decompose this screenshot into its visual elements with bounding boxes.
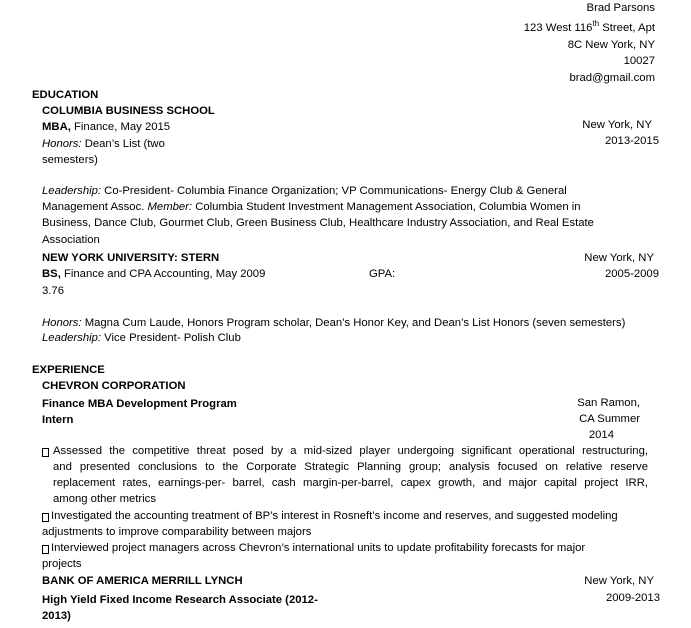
bullet-glyph-icon	[42, 513, 49, 522]
chevron-bullet-2-line-2: adjustments to improve comparability between majors	[42, 526, 312, 538]
cbs-degree	[42, 119, 170, 135]
boa-company-name: BANK OF AMERICA MERRILL LYNCH	[42, 575, 243, 587]
nyu-location: New York, NY	[584, 252, 654, 264]
boa-location: New York, NY	[584, 575, 654, 587]
nyu-honors-label: Honors:	[42, 317, 82, 329]
chevron-program: Finance MBA Development Program	[42, 398, 237, 410]
cbs-leadership-continued: Management Assoc.	[42, 201, 148, 213]
nyu-honors	[42, 315, 625, 331]
cbs-honors-label: Honors:	[42, 138, 82, 150]
cbs-dates: 2013-2015	[604, 135, 659, 147]
nyu-leadership-text: Vice President- Polish Club	[101, 332, 241, 344]
contact-name: Brad Parsons	[586, 2, 655, 14]
chevron-bullet-1-line-4: among other metrics	[53, 493, 156, 505]
cbs-honors-continued: semesters)	[42, 154, 98, 166]
cbs-membership	[42, 199, 581, 215]
experience-heading: EXPERIENCE	[32, 364, 105, 376]
cbs-leadership-label: Leadership:	[42, 185, 102, 197]
chevron-bullet-3-line-1: Interviewed project managers across Chevron’s international units to update profitability forecasts for major	[51, 542, 586, 554]
cbs-honors	[42, 136, 165, 152]
chevron-bullet-2-line-1: Investigated the accounting treatment of BP’s interest in Rosneft’s income and reserves, and suggested modeling	[51, 510, 618, 522]
cbs-degree-detail: Finance, May 2015	[70, 121, 171, 133]
cbs-location: New York, NY	[582, 119, 652, 131]
nyu-gpa-label: GPA:	[369, 268, 396, 280]
chevron-role: Intern	[42, 414, 74, 426]
address-street-rest: Street, Apt	[599, 22, 655, 34]
nyu-leadership-label: Leadership:	[42, 332, 102, 344]
cbs-member-label: Member:	[147, 201, 193, 213]
chevron-bullet-3-line-2: projects	[42, 558, 82, 570]
contact-zip: 10027	[623, 55, 655, 67]
nyu-degree-detail: Finance and CPA Accounting, May 2009	[60, 268, 266, 280]
bullet-glyph-icon	[42, 448, 49, 457]
chevron-bullet-1-line-1: Assessed the competitive threat posed by a mid-sized player undergoing significant operational restructuring,	[53, 445, 648, 457]
cbs-honors-text: Dean’s List (two	[81, 138, 165, 150]
nyu-honors-text: Magna Cum Laude, Honors Program scholar, Dean’s Honor Key, and Dean’s List Honors (seven semesters)	[81, 317, 626, 329]
boa-dates: 2009-2013	[605, 592, 660, 604]
cbs-school-name: COLUMBIA BUSINESS SCHOOL	[42, 105, 215, 117]
nyu-degree	[42, 266, 265, 282]
nyu-school-name: NEW YORK UNIVERSITY: STERN	[42, 252, 220, 264]
contact-address-line2: 8C New York, NY	[567, 39, 655, 51]
address-street-number: 123 West 116	[523, 22, 593, 34]
education-heading: EDUCATION	[32, 89, 99, 101]
cbs-leadership-text: Co-President- Columbia Finance Organization; VP Communications- Energy Club & General	[101, 185, 567, 197]
chevron-location-line3: 2014	[588, 429, 614, 441]
boa-title-continued: 2013)	[42, 610, 71, 622]
bullet-glyph-icon	[42, 545, 49, 554]
boa-title: High Yield Fixed Income Research Associate (2012-	[42, 594, 318, 606]
chevron-location-line2: CA Summer	[579, 413, 640, 425]
nyu-gpa-value: 3.76	[42, 285, 64, 297]
cbs-membership-continued: Business, Dance Club, Gourmet Club, Green Business Club, Healthcare Industry Association, and Real Estate	[42, 217, 594, 229]
chevron-bullet-1-line-2: and presented conclusions to the Corporate Strategic Planning group; analysis focused on relative reserve	[53, 461, 648, 473]
chevron-bullet-1-line-3: replacement rates, earnings-per- barrel, cash margin-per-barrel, capex growth, and major capital project IRR,	[53, 477, 648, 489]
address-ordinal-suffix: th	[592, 19, 600, 28]
cbs-leadership	[42, 183, 567, 199]
cbs-degree-type: MBA,	[42, 121, 71, 133]
nyu-dates: 2005-2009	[604, 268, 659, 280]
contact-email: brad@gmail.com	[569, 72, 655, 84]
cbs-member-text: Columbia Student Investment Management Association, Columbia Women in	[192, 201, 581, 213]
cbs-membership-end: Association	[42, 234, 100, 246]
chevron-location-line1: San Ramon,	[577, 397, 640, 409]
contact-address-line1	[524, 20, 655, 36]
chevron-company-name: CHEVRON CORPORATION	[42, 380, 186, 392]
nyu-leadership	[42, 330, 241, 346]
nyu-degree-type: BS,	[42, 268, 61, 280]
